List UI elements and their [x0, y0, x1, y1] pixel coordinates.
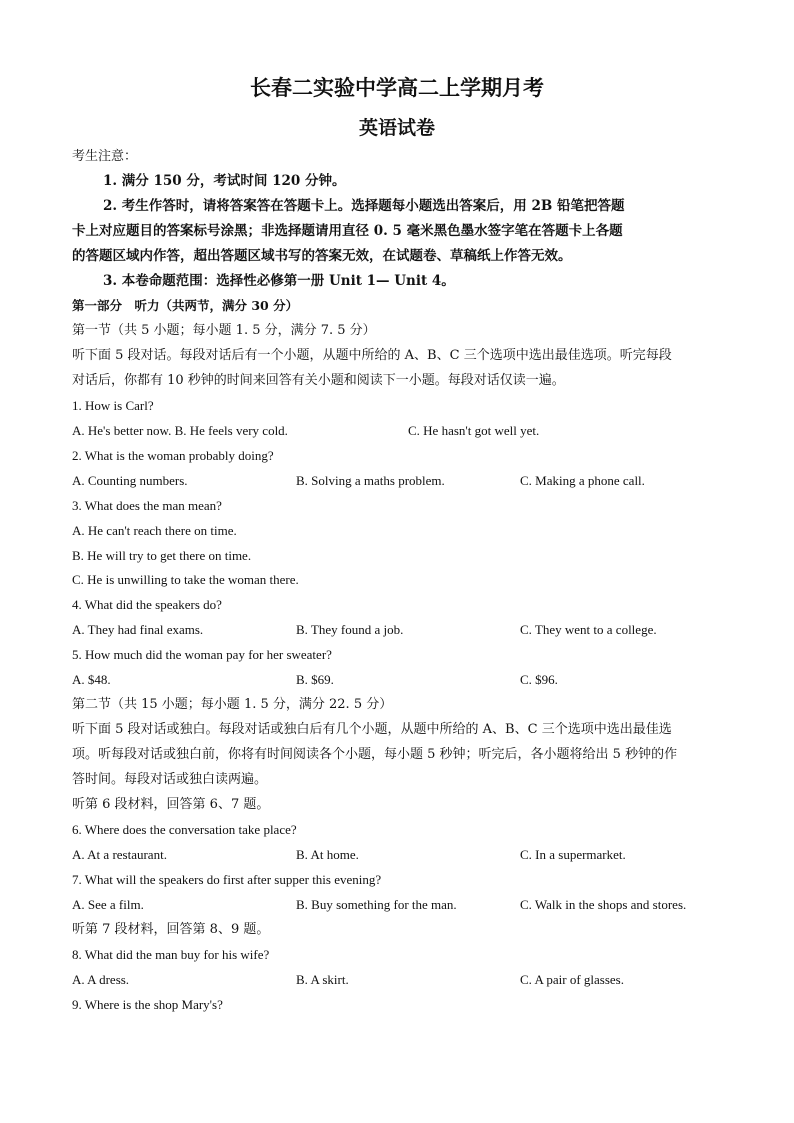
section1-instruction-line-1: 听下面 5 段对话。每段对话后有一个小题，从题中所给的 A、B、C 三个选项中选出最佳选项。听完每段: [72, 348, 672, 363]
question-1-option-c: C. He hasn't got well yet.: [408, 423, 540, 438]
question-2-stem: 2. What is the woman probably doing?: [72, 448, 274, 463]
question-7-option-a: A. See a film.: [72, 897, 144, 912]
question-6-option-a: A. At a restaurant.: [72, 847, 167, 862]
question-5-option-c: C. $96.: [520, 672, 558, 687]
question-9-stem: 9. Where is the shop Mary's?: [72, 997, 223, 1012]
question-5-option-a: A. $48.: [72, 672, 111, 687]
question-6-option-b: B. At home.: [296, 847, 359, 862]
section1-heading: 第一节（共 5 小题；每小题 1. 5 分，满分 7. 5 分）: [72, 323, 376, 338]
question-8-stem: 8. What did the man buy for his wife?: [72, 947, 270, 962]
material-6-instruction: 听第 6 段材料，回答第 6、7 题。: [72, 797, 270, 812]
question-3-stem: 3. What does the man mean?: [72, 498, 222, 513]
question-5-option-b: B. $69.: [296, 672, 334, 687]
question-1-options-ab: A. He's better now. B. He feels very cold.: [72, 423, 288, 438]
material-7-instruction: 听第 7 段材料，回答第 8、9 题。: [72, 922, 270, 937]
question-7-option-c: C. Walk in the shops and stores.: [520, 897, 687, 912]
section2-instruction-line-1: 听下面 5 段对话或独白。每段对话或独白后有几个小题，从题中所给的 A、B、C 三个选项中选出最佳选: [72, 722, 672, 737]
section2-instruction-line-3: 答时间。每段对话或独白读两遍。: [72, 772, 268, 787]
part1-heading: 第一部分 听力（共两节，满分 30 分）: [72, 298, 299, 313]
question-8-option-c: C. A pair of glasses.: [520, 972, 624, 987]
question-2-option-b: B. Solving a maths problem.: [296, 473, 445, 488]
notice-heading: 考生注意：: [72, 149, 138, 164]
question-4-option-b: B. They found a job.: [296, 622, 404, 637]
question-5-stem: 5. How much did the woman pay for her sweater?: [72, 647, 332, 662]
question-3-option-a: A. He can't reach there on time.: [72, 523, 237, 538]
question-2-option-a: A. Counting numbers.: [72, 473, 188, 488]
question-2-option-c: C. Making a phone call.: [520, 473, 645, 488]
exam-subtitle: 英语试卷: [358, 117, 435, 139]
notice-item-2-line-2: 卡上对应题目的答案标号涂黑；非选择题请用直径 0. 5 毫米黑色墨水签字笔在答题卡上各题: [72, 223, 623, 239]
section1-instruction-line-2: 对话后，你都有 10 秒钟的时间来回答有关小题和阅读下一小题。每段对话仅读一遍。: [72, 373, 565, 388]
question-6-option-c: C. In a supermarket.: [520, 847, 626, 862]
question-4-option-c: C. They went to a college.: [520, 622, 657, 637]
question-7-stem: 7. What will the speakers do first after supper this evening?: [72, 872, 382, 887]
question-4-option-a: A. They had final exams.: [72, 622, 204, 637]
question-6-stem: 6. Where does the conversation take place?: [72, 822, 297, 837]
question-4-stem: 4. What did the speakers do?: [72, 597, 222, 612]
question-8-option-a: A. A dress.: [72, 972, 130, 987]
section2-heading: 第二节（共 15 小题；每小题 1. 5 分，满分 22. 5 分）: [72, 697, 393, 712]
question-7-option-b: B. Buy something for the man.: [296, 897, 457, 912]
question-8-option-b: B. A skirt.: [296, 972, 349, 987]
section2-instruction-line-2: 项。听每段对话或独白前，你将有时间阅读各个小题，每小题 5 秒钟；听完后，各小题将给出 5 秒钟的作: [72, 747, 678, 762]
question-3-option-c: C. He is unwilling to take the woman there.: [72, 572, 299, 587]
notice-item-1: 1. 满分 150 分，考试时间 120 分钟。: [103, 173, 346, 189]
notice-item-2-line-3: 的答题区域内作答，超出答题区域书写的答案无效，在试题卷、草稿纸上作答无效。: [72, 248, 572, 264]
notice-item-2-line-1: 2. 考生作答时，请将答案答在答题卡上。选择题每小题选出答案后，用 2B 铅笔把答题: [103, 198, 625, 214]
question-3-option-b: B. He will try to get there on time.: [72, 548, 252, 563]
notice-item-3: 3. 本卷命题范围：选择性必修第一册 Unit 1— Unit 4。: [103, 273, 455, 289]
exam-title: 长春二实验中学高二上学期月考: [250, 75, 544, 100]
question-1-stem: 1. How is Carl?: [72, 398, 154, 413]
